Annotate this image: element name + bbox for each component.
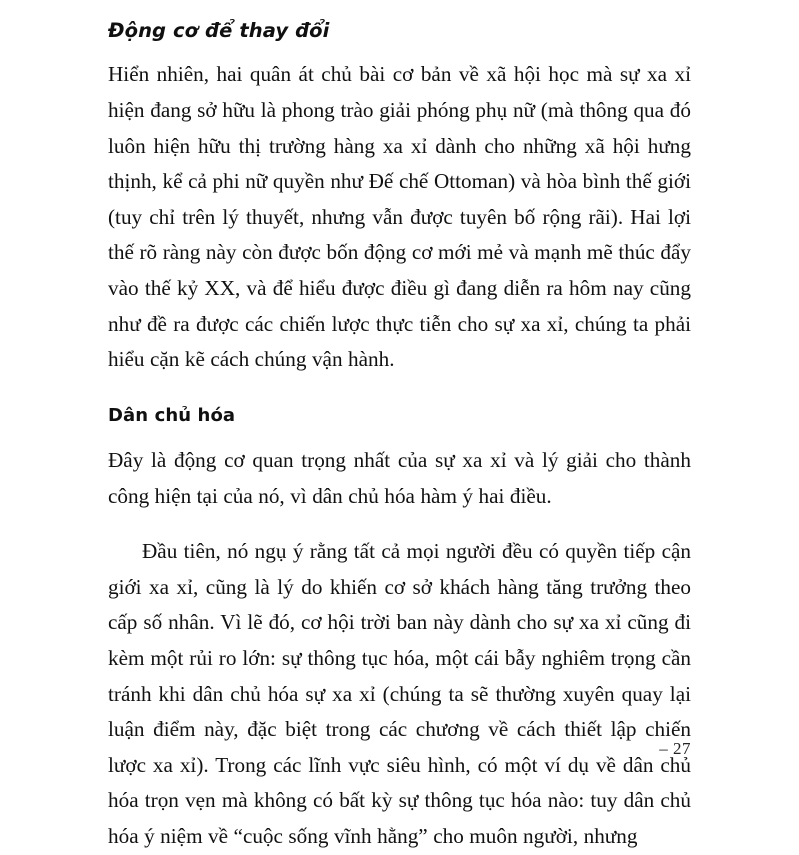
subsection-heading: Dân chủ hóa (108, 404, 236, 426)
page-number: – 27 (659, 739, 691, 758)
section-heading: Động cơ để thay đổi (108, 19, 330, 42)
paragraph-democratization-2: Đầu tiên, nó ngụ ý rằng tất cả mọi người đều có quyền tiếp cận giới xa xỉ, cũng là lý do khiến cơ sở khách hàng tăng trưởng theo cấp số nhân. Vì lẽ đó, cơ hội trời ban này dành cho sự xa xỉ cũng đi kèm một rủi ro lớn: sự thông tục hóa, một cái bẫy nghiêm trọng cần tránh khi dân chủ hóa sự xa xỉ (chúng ta sẽ thường xuyên quay lại luận điểm này, đặc biệt trong các chương về cách thiết lập chiến lược xa xỉ). Trong các lĩnh vực siêu hình, có một ví dụ về dân chủ hóa trọn vẹn mà không có bất kỳ sự thông tục hóa nào: tuy dân chủ hóa ý niệm về “cuộc sống vĩnh hằng” cho muôn người, nhưng (108, 539, 691, 849)
paragraph-intro: Hiển nhiên, hai quân át chủ bài cơ bản về xã hội học mà sự xa xỉ hiện đang sở hữu là phong trào giải phóng phụ nữ (mà thông qua đó luôn hiện hữu thị trường hàng xa xỉ dành cho những xã hội hưng thịnh, kể cả phi nữ quyền như Đế chế Ottoman) và hòa bình thế giới (tuy chỉ trên lý thuyết, nhưng vẫn được tuyên bố rộng rãi). Hai lợi thế rõ ràng này còn được bốn động cơ mới mẻ và mạnh mẽ thúc đẩy vào thế kỷ XX, và để hiểu được điều gì đang diễn ra hôm nay cũng như đề ra được các chiến lược thực tiễn cho sự xa xỉ, chúng ta phải hiểu cặn kẽ cách chúng vận hành. (108, 62, 691, 372)
paragraph-democratization-1: Đây là động cơ quan trọng nhất của sự xa xỉ và lý giải cho thành công hiện tại của nó, vì dân chủ hóa hàm ý hai điều. (108, 448, 691, 508)
